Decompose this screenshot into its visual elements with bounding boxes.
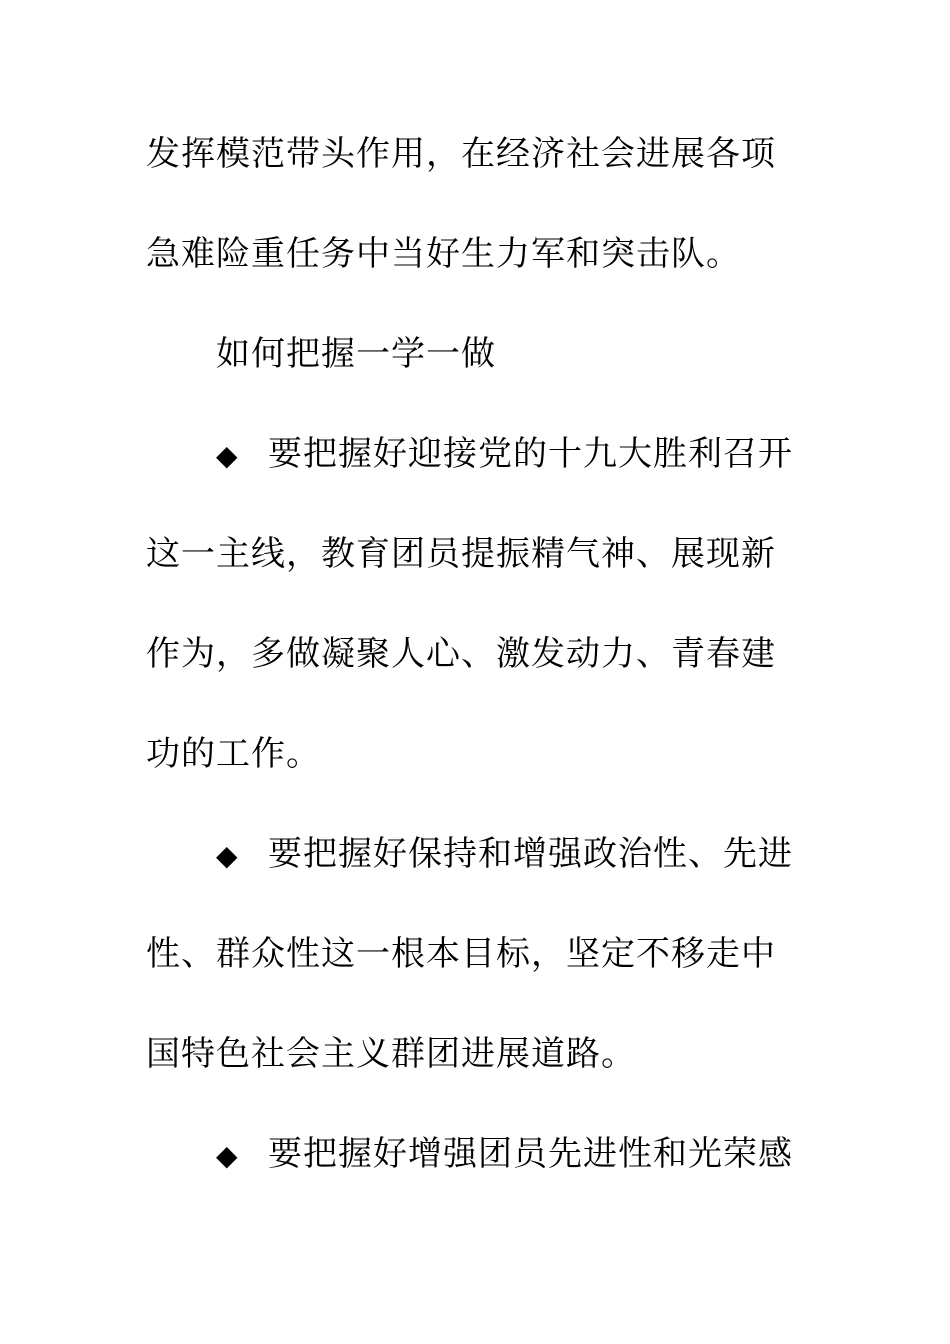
bullet-item-line	[216, 434, 876, 474]
paragraph-line: 功的工作。	[146, 734, 321, 774]
bullet-text: 要把握好增强团员先进性和光荣感	[268, 1134, 793, 1174]
paragraph-line: 急难险重任务中当好生力军和突击队。	[146, 234, 741, 274]
diamond-bullet-icon: ◆	[216, 1139, 239, 1172]
section-heading: 如何把握一学一做	[216, 334, 496, 374]
bullet-text: 要把握好迎接党的十九大胜利召开	[268, 434, 793, 474]
paragraph-line: 发挥模范带头作用，在经济社会进展各项	[146, 134, 776, 174]
diamond-bullet-icon: ◆	[216, 439, 239, 472]
bullet-item-line	[216, 1134, 876, 1174]
paragraph-line: 这一主线，教育团员提振精气神、展现新	[146, 534, 776, 574]
bullet-text: 要把握好保持和增强政治性、先进	[268, 834, 793, 874]
bullet-item-line	[216, 834, 876, 874]
paragraph-line: 国特色社会主义群团进展道路。	[146, 1034, 636, 1074]
paragraph-line: 性、群众性这一根本目标，坚定不移走中	[146, 934, 776, 974]
diamond-bullet-icon: ◆	[216, 839, 239, 872]
paragraph-line: 作为，多做凝聚人心、激发动力、青春建	[146, 634, 776, 674]
